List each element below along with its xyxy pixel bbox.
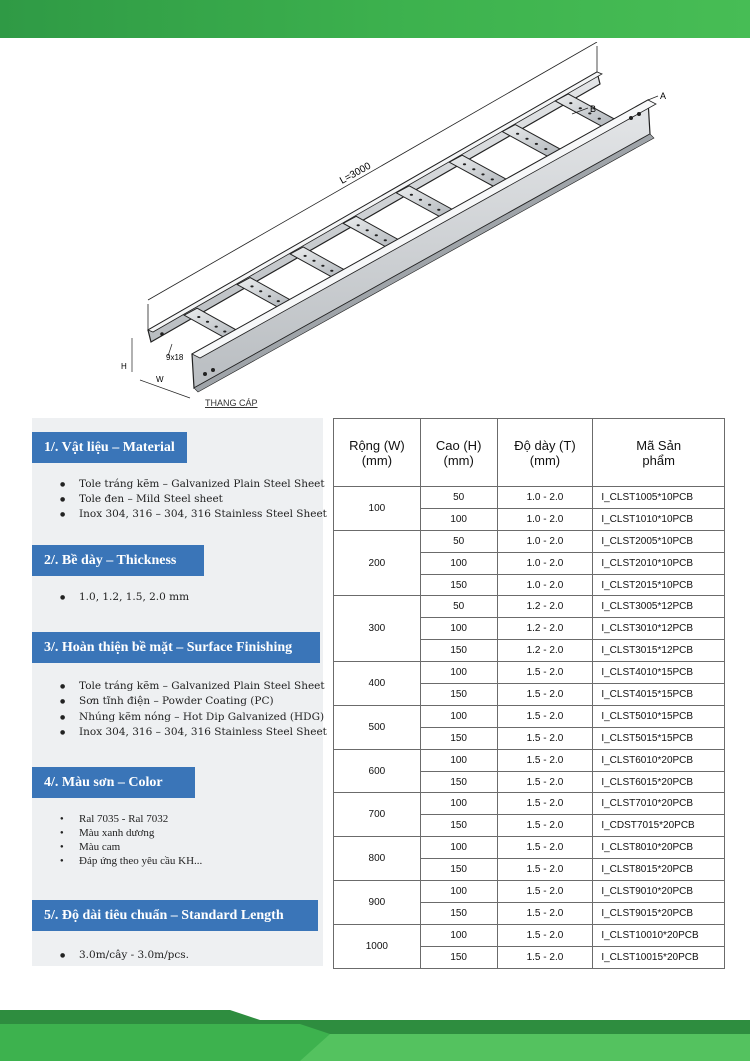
cell-width: 100	[334, 487, 421, 531]
section-title-finishing: 3/. Hoàn thiện bề mặt – Surface Finishing	[32, 632, 320, 663]
length-label: L=3000	[338, 160, 373, 187]
rung-slot	[579, 107, 582, 109]
cell-thickness: 1.2 - 2.0	[497, 618, 593, 640]
rung-slot	[491, 178, 494, 180]
header-width-label: Rộng (W) (mm)	[349, 437, 405, 468]
list-item: ● Nhúng kẽm nóng – Hot Dip Galvanized (HDG)	[60, 710, 328, 725]
rung-slot	[598, 118, 601, 120]
cell-height: 100	[420, 837, 497, 859]
cell-thickness: 1.5 - 2.0	[497, 662, 593, 684]
cell-height: 100	[420, 749, 497, 771]
cell-thickness: 1.5 - 2.0	[497, 684, 593, 706]
cell-thickness: 1.5 - 2.0	[497, 815, 593, 837]
table-row	[334, 837, 725, 859]
rung-slot	[437, 209, 440, 211]
cell-width: 500	[334, 705, 421, 749]
list-item: ● Inox 304, 316 – 304, 316 Stainless Steel Sheet	[60, 507, 328, 522]
table-header-row	[334, 419, 725, 487]
rung-slot	[268, 295, 271, 297]
cell-height: 100	[420, 662, 497, 684]
cell-code: I_CLST3005*12PCB	[593, 596, 725, 618]
rung-slot	[215, 326, 218, 328]
rung-slot	[223, 331, 226, 333]
cell-height: 150	[420, 859, 497, 881]
rung-slot	[535, 143, 538, 145]
table-row	[334, 530, 725, 552]
cell-thickness: 1.5 - 2.0	[497, 859, 593, 881]
table-row	[334, 881, 725, 903]
finishing-list	[60, 679, 328, 740]
cell-height: 100	[420, 552, 497, 574]
cell-thickness: 1.0 - 2.0	[497, 508, 593, 530]
cell-code: I_CLST3010*12PCB	[593, 618, 725, 640]
cell-thickness: 1.5 - 2.0	[497, 727, 593, 749]
cell-height: 150	[420, 684, 497, 706]
rung-slot	[312, 260, 315, 262]
rung-slot	[525, 138, 528, 140]
dim-a-label: A	[660, 91, 667, 101]
cell-height: 150	[420, 815, 497, 837]
section-title-thickness: 2/. Bề dày – Thickness	[32, 545, 204, 576]
cell-width: 700	[334, 793, 421, 837]
rung	[555, 94, 616, 127]
cell-code: I_CLST6015*20PCB	[593, 771, 725, 793]
cell-width: 400	[334, 662, 421, 706]
cell-code: I_CLST1010*10PCB	[593, 508, 725, 530]
cell-height: 100	[420, 618, 497, 640]
header-thickness-label: Độ dày (T) (mm)	[514, 437, 576, 468]
cell-thickness: 1.5 - 2.0	[497, 749, 593, 771]
cell-code: I_CLST4010*15PCB	[593, 662, 725, 684]
rung-slot	[481, 173, 484, 175]
cell-code: I_CLST2005*10PCB	[593, 530, 725, 552]
cell-code: I_CLST8010*20PCB	[593, 837, 725, 859]
cell-height: 100	[420, 924, 497, 946]
section-title-material: 1/. Vật liệu – Material	[32, 432, 187, 463]
rung-slot	[544, 148, 547, 150]
list-item: ● 3.0m/cây - 3.0m/pcs.	[60, 948, 328, 963]
rung-slot	[410, 194, 413, 196]
header-height-label: Cao (H) (mm)	[435, 437, 482, 468]
rung-slot	[206, 321, 209, 323]
cell-code: I_CLST7010*20PCB	[593, 793, 725, 815]
list-item: ● Tole tráng kẽm – Galvanized Plain Steel Sheet	[60, 477, 328, 492]
cable-ladder-svg	[110, 42, 670, 414]
length-list	[60, 948, 328, 963]
list-item: ● Đáp ứng theo yêu cầu KH...	[60, 854, 328, 868]
figure-caption: THANG CÁP	[205, 398, 258, 408]
table-row	[334, 596, 725, 618]
cell-code: I_CLST2010*10PCB	[593, 552, 725, 574]
cell-code: I_CLST2015*10PCB	[593, 574, 725, 596]
table-row	[334, 749, 725, 771]
cell-thickness: 1.0 - 2.0	[497, 530, 593, 552]
list-item: ● Tole tráng kẽm – Galvanized Plain Steel Sheet	[60, 679, 328, 694]
list-item: ● Màu xanh dương	[60, 826, 328, 840]
rung-slot	[321, 265, 324, 267]
cell-thickness: 1.5 - 2.0	[497, 924, 593, 946]
rung-slot	[304, 255, 307, 257]
cell-height: 150	[420, 771, 497, 793]
table-row	[334, 924, 725, 946]
table-row	[334, 705, 725, 727]
cell-thickness: 1.5 - 2.0	[497, 793, 593, 815]
cell-thickness: 1.5 - 2.0	[497, 946, 593, 968]
cell-code: I_CLST4015*15PCB	[593, 684, 725, 706]
cell-height: 50	[420, 487, 497, 509]
rung-slot	[277, 300, 280, 302]
cell-thickness: 1.5 - 2.0	[497, 881, 593, 903]
material-list	[60, 477, 328, 522]
bottom-band-svg	[0, 1010, 750, 1061]
cell-code: I_CLST1005*10PCB	[593, 487, 725, 509]
cell-height: 100	[420, 793, 497, 815]
cell-thickness: 1.5 - 2.0	[497, 705, 593, 727]
cable-ladder-drawing	[110, 42, 670, 414]
table-row	[334, 793, 725, 815]
rung-slot	[197, 316, 200, 318]
list-item: ● Sơn tĩnh điện – Powder Coating (PC)	[60, 694, 328, 709]
cell-height: 150	[420, 574, 497, 596]
table-row	[334, 487, 725, 509]
cell-code: I_CLST10010*20PCB	[593, 924, 725, 946]
header-width	[334, 419, 421, 487]
cell-code: I_CLST9015*20PCB	[593, 902, 725, 924]
cell-height: 100	[420, 508, 497, 530]
cell-height: 50	[420, 530, 497, 552]
cell-height: 50	[420, 596, 497, 618]
rung-slot	[472, 168, 475, 170]
list-item: ● 1.0, 1.2, 1.5, 2.0 mm	[60, 590, 328, 605]
cell-thickness: 1.2 - 2.0	[497, 640, 593, 662]
cell-width: 900	[334, 881, 421, 925]
table-row	[334, 662, 725, 684]
rung-slot	[259, 290, 262, 292]
top-green-band	[0, 0, 750, 38]
rung-slot	[516, 133, 519, 135]
cell-code: I_CLST8015*20PCB	[593, 859, 725, 881]
slot-label: 9x18	[166, 353, 184, 362]
header-height	[420, 419, 497, 487]
cell-width: 200	[334, 530, 421, 596]
rung-slot	[250, 285, 253, 287]
cell-thickness: 1.0 - 2.0	[497, 552, 593, 574]
cell-height: 150	[420, 946, 497, 968]
header-code-label: Mã Sản phẩm	[636, 437, 682, 468]
rung-slot	[384, 239, 387, 241]
bottom-green-band	[0, 1010, 750, 1061]
thickness-list	[60, 590, 328, 605]
rungs	[184, 94, 616, 339]
table-body	[334, 487, 725, 969]
cell-height: 150	[420, 727, 497, 749]
cell-height: 100	[420, 881, 497, 903]
rung-slot	[428, 204, 431, 206]
rung-slot	[330, 270, 333, 272]
color-list	[60, 812, 328, 868]
cell-code: I_CLST5010*15PCB	[593, 705, 725, 727]
cell-thickness: 1.5 - 2.0	[497, 902, 593, 924]
list-item: ● Inox 304, 316 – 304, 316 Stainless Steel Sheet	[60, 725, 328, 740]
cell-width: 1000	[334, 924, 421, 968]
cell-code: I_CLST10015*20PCB	[593, 946, 725, 968]
cell-code: I_CLST5015*15PCB	[593, 727, 725, 749]
rung-slot	[366, 229, 369, 231]
list-item: ● Tole đen – Mild Steel sheet	[60, 492, 328, 507]
product-spec-table	[333, 418, 725, 969]
cell-thickness: 1.5 - 2.0	[497, 837, 593, 859]
cell-code: I_CLST3015*12PCB	[593, 640, 725, 662]
cell-thickness: 1.2 - 2.0	[497, 596, 593, 618]
header-code	[593, 419, 725, 487]
list-item: ● Màu cam	[60, 840, 328, 854]
dim-b-label: B	[590, 104, 597, 114]
cell-code: I_CLST6010*20PCB	[593, 749, 725, 771]
dim-w-label: W	[156, 375, 164, 384]
cell-width: 300	[334, 596, 421, 662]
list-item: ● Ral 7035 - Ral 7032	[60, 812, 328, 826]
dim-h-label: H	[121, 362, 127, 371]
rung-slot	[419, 199, 422, 201]
rung-slot	[463, 163, 466, 165]
cell-height: 150	[420, 640, 497, 662]
rung-slot	[357, 224, 360, 226]
section-title-color: 4/. Màu sơn – Color	[32, 767, 195, 798]
cell-thickness: 1.5 - 2.0	[497, 771, 593, 793]
section-title-length: 5/. Độ dài tiêu chuẩn – Standard Length	[32, 900, 318, 931]
rung-slot	[569, 102, 572, 104]
cell-code: I_CDST7015*20PCB	[593, 815, 725, 837]
cell-height: 100	[420, 705, 497, 727]
cell-thickness: 1.0 - 2.0	[497, 487, 593, 509]
rung-slot	[375, 234, 378, 236]
cell-width: 800	[334, 837, 421, 881]
cell-width: 600	[334, 749, 421, 793]
header-thickness	[497, 419, 593, 487]
cell-thickness: 1.0 - 2.0	[497, 574, 593, 596]
cell-height: 150	[420, 902, 497, 924]
cell-code: I_CLST9010*20PCB	[593, 881, 725, 903]
